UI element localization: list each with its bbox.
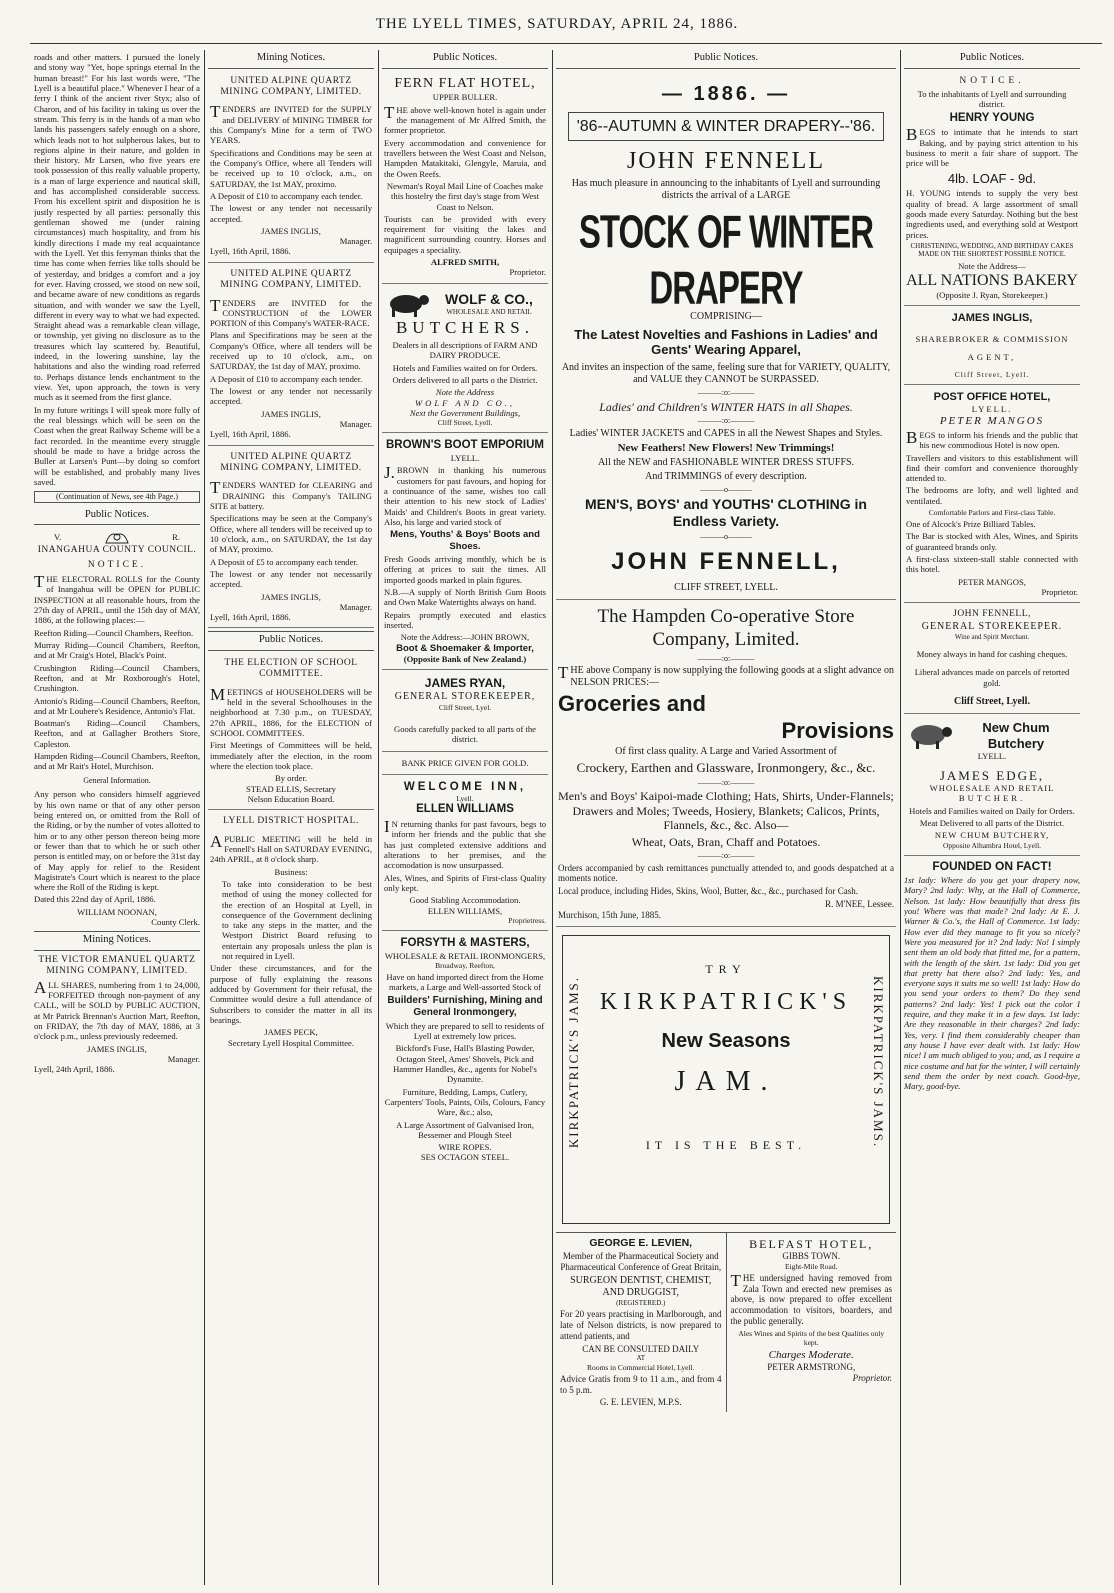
continuation-note: (Continuation of News, see 4th Page.) [34, 491, 200, 503]
ad-title: WOLF & CO., [445, 291, 533, 308]
signature: JAMES PECK, [264, 1027, 318, 1038]
ad-text: THE undersigned having removed from Zala Town and erected new premises as above, is now prepared to offer excellent accommodation to visitors, boarders, and the public generally. [730, 1270, 892, 1326]
ad-text: Under these circumstances, and for the purpose of fully explaining the reasons adduced by Government for their refusal, the Committee would desire a full attendance of Subscribers to consider the matter in all its bearings. [210, 963, 372, 1025]
ad-text: A Deposit of £10 to accompany each tender. [210, 190, 363, 201]
ad-text: Dealers in all descriptions of FARM AND DAIRY PRODUCE. [392, 340, 538, 361]
ad-title: JOHN FENNELL [627, 147, 825, 174]
ad-text: Men's and Boys' Kaipoi-made Clothing; Hats, Shirts, Under-Flannels; Drawers and Moles; Tweeds, Hosiery, Blankets; Calicos, Prints, Flannels, &c., &c. Also— [558, 789, 894, 833]
ad-text: IT IS THE BEST. [645, 1138, 807, 1153]
separator: ———o——— [700, 531, 752, 541]
ad-heading: Builders' Furnishing, Mining and General Ironmongery, [387, 994, 543, 1018]
ad-subheading: Business: [274, 866, 308, 877]
ad-text: (Opposite J. Ryan, Storekeeper.) [936, 290, 1048, 301]
vr-left: V. [54, 532, 62, 543]
sheep-icon [906, 722, 954, 750]
ad-text: Cliff Street, Lyell. [954, 370, 1030, 380]
ad-text: Meat Delivered to all parts of the District. [919, 818, 1065, 829]
column-2 [208, 50, 374, 1590]
ad-text: Orders accompanied by cash remittances punctually attended to, and goods despatched at a moments notice. [558, 862, 894, 884]
side-text: KIRKPATRICK'S JAMS. [566, 975, 581, 1148]
separator: ———:o:——— [697, 415, 755, 425]
side-text: KIRKPATRICK'S JAMS. [871, 975, 886, 1148]
ad-text: APUBLIC MEETING will be held in Fennell's Hall on SATURDAY EVENING, 24th APRIL, at 8 o'clock sharp. [210, 831, 372, 865]
fern-flat-hotel-ad [382, 73, 548, 284]
ad-text: TRY [705, 961, 747, 976]
ad-text: Boot & Shoemaker & Importer, [396, 642, 534, 654]
ad-text: Repairs promptly executed and elastics inserted. [384, 609, 546, 630]
ad-date: Lyell, 16th April, 1886. [210, 246, 291, 257]
ad-text: Travellers and visitors to this establishment will find their comfort and convenience thoroughly attended to. [906, 452, 1078, 484]
ad-heading: Mens, Youths' & Boys' Boots and Shoes. [390, 529, 540, 552]
wolf-co-ad [382, 287, 548, 434]
james-inglis-ad [904, 309, 1080, 385]
section-heading: Public Notices. [208, 631, 374, 651]
ad-text: H. YOUNG intends to supply the very best quality of bread. A large assortment of small goods made every Saturday. Nothing but the best ingredients used, and everything sold at Westport prices. [906, 188, 1078, 240]
separator: ———:o:——— [697, 653, 755, 663]
ad-text: WOLF AND CO., [415, 397, 515, 408]
ad-heading: JAMES EDGE, [939, 767, 1045, 783]
ad-text: Note the Address— [958, 260, 1026, 271]
ad-title: FERN FLAT HOTEL, [394, 75, 536, 91]
notice-text: THE ELECTORAL ROLLS for the County of Inangahua will be OPEN for PUBLIC INSPECTION at all reasonable hours, from the 27th day of APRIL, until the 15th day of MAY, 1886, at the following places:— [34, 572, 200, 626]
ad-date: Lyell, 16th April, 1886. [210, 429, 291, 440]
signature-title: Manager. [339, 236, 372, 247]
ad-text: Furniture, Bedding, Lamps, Cutlery, Carpenters' Tools, Paints, Oils, Colours, Fancy Ware, &c.; also, [384, 1086, 546, 1118]
ad-date: Lyell, 16th April, 1886. [210, 612, 291, 623]
ad-text: Tourists can be provided with every requirement for visiting the lakes and magnificent surrounding country. Horses and equipages a speciality. [384, 213, 546, 255]
ad-text: Ladies' WINTER JACKETS and CAPES in all the Newest Shapes and Styles. [569, 427, 883, 439]
subheading: General Information. [83, 775, 151, 785]
ad-text: CAN BE CONSULTED DAILY [582, 1343, 700, 1354]
founded-on-fact-ad [904, 859, 1080, 1092]
welcome-inn-ad [382, 778, 548, 931]
browns-boot-ad [382, 436, 548, 670]
signature: PETER MANGOS, [958, 576, 1026, 587]
ad-title: POST OFFICE HOTEL, [933, 391, 1051, 404]
james-ryan-ad [382, 673, 548, 752]
ad-heading: Provisions [781, 717, 894, 743]
column-3 [382, 50, 548, 1590]
ad-title: WELCOME INN, [403, 780, 527, 793]
ad-text: BEGS to intimate that he intends to start Baking, and by paying strict attention to his business to merit a fair share of support. The price will be [906, 125, 1078, 169]
ad-subtitle: WHOLESALE AND RETAIL [446, 307, 532, 316]
ad-subtitle: NOTICE. [959, 75, 1025, 86]
ad-text: IN returning thanks for past favours, begs to inform her friends and the public that she has just completed extensive additions and alterations to her premises, and the accomodation is now unsurpassed. [384, 817, 546, 871]
ad-text: Bickford's Fuse, Hall's Blasting Powder, Octagon Steel, Ames' Shovels, Pick and Hammer Handles, &c., agents for Nobel's Dynamite. [393, 1043, 537, 1085]
ad-subtitle: LYELL. [971, 404, 1013, 415]
crest-icon [104, 529, 130, 545]
ad-text: Goods carefully packed to all parts of the district. [394, 723, 536, 744]
riding-item: Reefton Riding—Council Chambers, Reefton. [34, 627, 194, 638]
ad-text: BUTCHER. [958, 793, 1026, 804]
ad-text: (Opposite Bank of New Zealand.) [403, 653, 527, 664]
ad-heading: JAM. [674, 1065, 778, 1097]
ad-text: CHRISTENING, WEDDING, AND BIRTHDAY CAKES MADE ON THE SHORTEST POSSIBLE NOTICE. [910, 241, 1074, 259]
ad-headline: STOCK OF WINTER DRAPERY [578, 205, 874, 313]
notice-date: Dated this 22nd day of April, 1886. [34, 894, 156, 905]
signature: WILLIAM NOONAN, [77, 906, 157, 917]
ad-text: 1st lady: Where do you get your drapery now, Mary? 2nd lady: Why, at the Hall of Commerce, Nelson. 1st lady: How beautifully that dress fits you! Where was that made? 2nd lady: At E. J. Warner & Co.'s, the Hall of Commerce. 1st lady: How ever did they manage to fit you so nicely? Were you measured for it? 2nd lady: No! I simply sent them an old body that fitted me, for a pattern, with the length of the skirt. 1st lady: Did you get that pretty hat there also? 2nd lady: Yes, and everyone says it suits me so well! 1st lady: How do you send your orders to them? Do they send patterns? 2nd lady: Yes! I pick out the color I require, and they make it in a few days. 1st lady: Are they reasonable in their charges? 2nd lady: Yes, very. I find them considerably cheaper than any house I have ever dealt with. 1st lady: How nice! I am much obliged to you; and, as I require a nice costume and hat for the winter, I will certainly send them the order by next coach. Good-bye, Mary, good-bye. [904, 875, 1080, 1092]
signature-title: Proprietor. [1041, 586, 1078, 597]
ad-text: Orders delivered to all parts o the District. [392, 375, 538, 386]
ad-text: Hotels and Families waited on Daily for Orders. [909, 805, 1075, 816]
ad-text: N.B.—A supply of North British Gum Boots and Own Make Watertights always on hand. [384, 586, 546, 608]
ad-text: Specifications and Conditions may be seen at the Company's Office, where all Tenders will be received up to 10 o'clock, a.m., on SATURDAY, the 1st MAY, proximo. [210, 147, 372, 189]
ad-text: All the NEW and FASHIONABLE WINTER DRESS STUFFS. [597, 456, 855, 468]
ad-text: Eight-Mile Road. [785, 1261, 838, 1271]
column-rule [378, 50, 379, 1585]
ad-text: Good Stabling Accommodation. [409, 895, 521, 906]
ad-date: Murchison, 15th June, 1885. [558, 909, 661, 920]
ad-text: New Feathers! New Flowers! New Trimmings! [617, 441, 835, 454]
signature: ELLEN WILLIAMS, [427, 905, 503, 916]
ad-text: Crockery, Earthen and Glassware, Ironmongery, &c., &c. [576, 760, 876, 776]
ad-text: SES OCTAGON STEEL. [420, 1152, 510, 1163]
ad-title: JAMES INGLIS, [951, 312, 1033, 325]
ad-subtitle: WHOLESALE & RETAIL IRONMONGERS, [384, 950, 546, 961]
royal-crest [34, 529, 200, 545]
ad-text: COMPRISING— [690, 310, 762, 322]
riding-item: Hampden Riding—Council Chambers, Reefton, and at Mr Rait's Hotel, Murchison. [34, 751, 200, 772]
ad-text: A Deposit of £5 to accompany each tender. [210, 556, 358, 567]
ad-text: Next the Government Buildings, [409, 407, 521, 418]
ad-text: Hotels and Families waited on for Orders. [392, 362, 538, 373]
signature-title: Manager. [339, 601, 372, 612]
signature-title: Proprietor. [509, 267, 546, 278]
signature-title: Manager. [167, 1053, 200, 1064]
signature: STEAD ELLIS, Secretary [246, 783, 336, 794]
ad-text: Has much pleasure in announcing to the inhabitants of Lyell and surrounding districts the arrival of a LARGE [571, 177, 881, 201]
ad-text: A first-class sixteen-stall stable connected with this hotel. [906, 554, 1078, 575]
ad-text: A Large Assortment of Galvanised Iron, Bessemer and Plough Steel [396, 1119, 534, 1140]
ad-text: TENDERS are INVITED for the CONSTRUCTION of the LOWER PORTION of this Company's WATER-RACE. [210, 295, 372, 329]
notice-title: INANGAHUA COUNTY COUNCIL. [37, 545, 197, 556]
ad-text: Local produce, including Hides, Skins, Wool, Butter, &c., &c., purchased for Cash. [558, 886, 858, 897]
ad-title: JOHN FENNELL, [953, 609, 1031, 620]
riding-item: Boatman's Riding—Council Chambers, Reefton, and at Gallagher Brothers Store, Capleston. [34, 718, 200, 749]
notice-subtitle: NOTICE. [87, 559, 147, 570]
ad-heading: Groceries and [558, 691, 706, 717]
ad-subtitle: UPPER BULLER. [432, 92, 498, 103]
ad-subtitle: Lyell. [456, 794, 474, 804]
column-5 [904, 50, 1080, 1590]
ad-subtitle: GENERAL STOREKEEPER, [394, 690, 536, 702]
ad-text: Plans and Specifications may be seen at the Company's Office, where all tenders will be received up to 10 o'clock, a.m., on SATURDAY, the 1st day of MAY, proximo. [210, 330, 372, 372]
ad-subtitle: LYELL. [450, 453, 480, 464]
ad-heading: ALL NATIONS BAKERY [906, 271, 1078, 289]
signature: JAMES INGLIS, [261, 591, 321, 602]
ad-text: AGENT, [967, 351, 1017, 362]
riding-item: Crushington Riding—Council Chambers, Reefton, and at Mr Roxborough's Hotel, Crushington. [34, 662, 200, 694]
ad-text: First Meetings of Committees will be held, immediately after the election, in the room where the election took place. [210, 740, 372, 771]
ad-text: NEW CHUM BUTCHERY, [934, 830, 1050, 841]
ad-subtitle: GENERAL STOREKEEPER. [921, 620, 1063, 632]
ad-text: THE above well-known hotel is again under the management of Mr Alfred Smith, the former proprietor. [384, 102, 546, 136]
ad-text: Money always in hand for cashing cheques. [916, 649, 1068, 660]
column-1 [34, 50, 200, 1590]
company-name: UNITED ALPINE QUARTZ MINING COMPANY, LIMITED. [220, 451, 362, 473]
hampden-store-ad [556, 603, 896, 926]
ad-title: LYELL DISTRICT HOSPITAL. [223, 816, 359, 827]
section-heading: Public Notices. [34, 507, 200, 526]
ad-subtitle: SHAREBROKER & COMMISSION [915, 333, 1069, 344]
signature: JAMES INGLIS, [87, 1043, 147, 1054]
bull-icon [384, 290, 432, 318]
ad-text: Wine and Spirit Merchant. [954, 632, 1030, 641]
masthead: THE LYELL TIMES, SATURDAY, APRIL 24, 1886. [375, 16, 739, 32]
ad-text: Ales Wines and Spirits of the best Qualities only kept. [738, 1328, 885, 1347]
notice-text: Any person who considers himself aggrieved by his own name or that of any other person being entered on, or omitted from the Roll of the Riding, or by the number of votes allotted to him or to any other person thereon being more or fewer than that to which he or such other person is entitled may, on or before the 31st day of May apply for relief to the Resident Magistrate's Court which is nearest to the place where the Roll of the Riding is kept. [34, 789, 200, 893]
signature-title: County Clerk. [151, 917, 200, 928]
bottom-ads [556, 1232, 896, 1413]
ad-title: FOUNDED ON FACT! [932, 858, 1052, 873]
ad-text: AT [636, 1354, 646, 1363]
ad-text: Cliff Street, Lyell. [437, 418, 493, 428]
ad-text: Newman's Royal Mail Line of Coaches make this hostelry the first day's stage from West Coast to Nelson. [386, 180, 544, 212]
ad-text: THE above Company is now supplying the following goods at a slight advance on NELSON PRICES:— [558, 663, 894, 689]
ad-title: KIRKPATRICK'S [599, 988, 853, 1015]
signature: JAMES INGLIS, [261, 225, 321, 236]
hospital-ad [208, 813, 374, 1053]
ad-title: BROWN'S BOOT EMPORIUM [386, 439, 544, 452]
article-text: In my future writings I will speak more fully of the real blessings which will be seen on the Coast when the great Railway Scheme will be a fact recorded. In the meantime every struggle should be made to have a bridge across the Buller at Larsen's Punt—by doing so comfort will be established, and probably many lives saved. [34, 404, 200, 487]
vr-right: R. [172, 532, 180, 543]
separator: ———:o:——— [697, 777, 755, 787]
section-heading: Mining Notices. [208, 50, 374, 69]
ad-title: BELFAST HOTEL, [749, 1236, 874, 1251]
ad-text: And invites an inspection of the same, feeling sure that for VARIETY, QUALITY, and VALUE they CANNOT be SURPASSED. [561, 361, 891, 385]
ad-title: The Hampden Co-operative Store Company, Limited. [597, 606, 855, 651]
column-rule [900, 50, 901, 1585]
signature-title: Proprietor. [852, 1372, 892, 1383]
company-name: UNITED ALPINE QUARTZ MINING COMPANY, LIMITED. [220, 268, 362, 291]
forsyth-masters-ad [382, 934, 548, 1168]
ad-year: — 1886. — [661, 82, 791, 105]
separator: ———:o:——— [697, 387, 755, 397]
signature: ALFRED SMITH, [430, 257, 500, 268]
ad-text: Opposite Alhambra Hotel, Lyell. [942, 840, 1042, 850]
fennell-store-ad [904, 606, 1080, 714]
ad-text: CLIFF STREET, LYELL. [674, 582, 778, 594]
tender-ad [208, 449, 374, 629]
ad-text: To the inhabitants of Lyell and surrounding district. [917, 88, 1067, 110]
riding-item: Murray Riding—Council Chambers, Reefton, and at Mr Craig's Hotel, Black's Point. [34, 639, 200, 661]
company-name: THE VICTOR EMANUEL QUARTZ MINING COMPANY, LIMITED. [38, 954, 196, 977]
ad-text: Note the Address:—JOHN BROWN, [400, 632, 530, 643]
ad-text: Wheat, Oats, Bran, Chaff and Potatoes. [631, 834, 821, 849]
ad-text: The bedrooms are lofty, and well lighted and ventilated. [906, 485, 1078, 506]
ad-text: The lowest or any tender not necessarily accepted. [210, 203, 372, 224]
ad-title: JOHN FENNELL, [611, 547, 841, 575]
ad-title: THE ELECTION OF SCHOOL COMMITTEE. [224, 658, 358, 680]
ad-text: Broadway, Reefton, [435, 961, 495, 971]
fennell-drapery-ad [556, 73, 896, 601]
ad-text: By order. [275, 773, 307, 784]
ad-text: Fresh Goods arriving monthly, which be is offering at prices to suit the times. All imported goods marked in plain figures. [384, 554, 546, 585]
ad-heading: 4lb. LOAF - 9d. [947, 170, 1037, 186]
ad-heading: New Seasons [661, 1029, 791, 1052]
school-election-ad [208, 655, 374, 810]
ad-text: The lowest or any tender not necessarily accepted. [210, 568, 372, 590]
belfast-hotel-ad [727, 1233, 897, 1413]
tender-ad [208, 73, 374, 263]
ad-text: Have on hand imported direct from the Home markets, a Large and Well-assorted Stock of [386, 972, 544, 993]
signature: R. M'NEE, Lessee. [825, 899, 894, 909]
notice-text: ALL SHARES, numbering from 1 to 24,000, FORFEITED through non-payment of any CALL, will be SOLD by PUBLIC AUCTION, at Mr Patrick Brennan's Auction Mart, Reefton, on FRIDAY, the 7th day of MAY, 1886, at 3 o'clock p.m., unless previously redeemed. [34, 977, 200, 1042]
ad-text: BEGS to inform his friends and the public that his new commodious Hotel is now open. [906, 427, 1078, 451]
ad-heading: PETER MANGOS [939, 414, 1045, 427]
ad-title: FORSYTH & MASTERS, [400, 936, 530, 949]
kirkpatrick-jam-ad [562, 935, 890, 1224]
ad-text: Specifications may be seen at the Company's Office, where all tenders will be received up to 10 o'clock, a.m., on SATURDAY, the 1st day of MAY, proximo. [210, 513, 372, 555]
ad-heading: ELLEN WILLIAMS [416, 803, 514, 816]
ad-title: GEORGE E. LEVIEN, [589, 1236, 693, 1249]
signature-title: Secretary Lyell Hospital Committee. [227, 1037, 354, 1048]
section-heading: Public Notices. [382, 50, 548, 69]
ad-text: A Deposit of £10 to accompany each tender. [210, 373, 363, 384]
ad-text: Which they are prepared to sell to residents of Lyell at extremely low prices. [385, 1020, 545, 1042]
ad-text: For 20 years practising in Marlborough, and late of Nelson districts, is now prepared to attend patients, and [560, 1309, 722, 1341]
section-heading: Mining Notices. [34, 931, 200, 951]
section-heading: Public Notices. [556, 50, 896, 69]
ad-text: Liberal advances made on parcels of retorted gold. [914, 667, 1070, 688]
article-text: roads and other matters. I pursued the lonely and stony way "Yet, hope springs eternal In the human breast!" For his last words were, "The Lyell is a beautiful place." Whenever I hear of a ferry I think of the ancient river Styx; also of Charon, and of his facility in taking us over the stream. This ferry is in the hands of a man who lands his passengers safely enough on a shore, which leads not to hot sulpherous lakes, but to regions alpine in their nature, and golden in their history. Mr Larsen, who five years ere took possession of this really valuable property, is a man of large experience and nautical skill, and has accomplished considerable success. From his excellent spirit and disposition he is justly respected by all parties: personally this gentleman showed me (under raining circumstances) much hospitality, and from his kindly directions I made my real acquaintance with the Lyell. Yet this ferryman thinks that the time has come when ferries like tolls should be of yesterday, and bridges a comfort and a joy for ever. Having crossed, we stood on new soil, and became aware of new conditions as regards situation, and with wonder we saw the Lyell, different in every way to what we had expected. Straight ahead was a remarkable clean village, or township, yet giving no disclosure as to the treasures which lay scattered by. Beautiful, indeed, in the lowering sunshine, lay the habitations and also the winding road referred to. Perhaps distance lends enchantment to the view. Yet, upon approach, the town is very much as it seemed from the first glance. [34, 52, 200, 403]
tender-ad [208, 266, 374, 446]
ad-text: Comfortable Parlors and First-class Table. [928, 508, 1056, 518]
ad-text: Every accommodation and convenience for travellers between the West Coast and Nelson, Hampden Matakitaki, Glengyle, Maruia, and the Owen Reefs. [384, 137, 546, 179]
ad-text: TENDERS WANTED for CLEARING and DRAINING this Company's TAILING SITE at battery. [210, 478, 372, 511]
post-office-hotel-ad [904, 388, 1080, 603]
ad-text: The lowest or any tender not necessarily accepted. [210, 386, 372, 407]
company-name: UNITED ALPINE QUARTZ MINING COMPANY, LIMITED. [220, 75, 362, 97]
signature: JAMES INGLIS, [261, 408, 321, 419]
signature: PETER ARMSTRONG, [767, 1361, 856, 1372]
ad-text: Cliff Street, Lyel. [438, 702, 492, 712]
new-chum-butchery-ad [904, 717, 1080, 856]
signature-title: Proprietress. [508, 915, 546, 925]
ad-title: New Chum Butchery [982, 720, 1050, 751]
ad-text: TENDERS are INVITED for the SUPPLY and DELIVERY of MINING TIMBER for this Company's Mine for a term of TWO YEARS. [210, 102, 372, 146]
henry-young-ad [904, 73, 1080, 307]
ad-text: WHOLESALE AND RETAIL [929, 783, 1055, 794]
ad-text: (REGISTERED.) [616, 1298, 666, 1307]
ad-title: JAMES RYAN, [424, 676, 506, 691]
riding-item: Antonio's Riding—Council Chambers, Reefton, and at Mr Loubere's Residence, Antonio's Flat. [34, 695, 200, 716]
column-4 [556, 50, 896, 1590]
ad-text: Advice Gratis from 9 to 11 a.m., and from 4 to 5 p.m. [560, 1373, 722, 1395]
ad-text: WIRE ROPES. [438, 1142, 492, 1153]
section-heading: Public Notices. [904, 50, 1080, 69]
ad-text: Charges Moderate. [768, 1348, 854, 1361]
ad-text: Ales, Wines, and Spirits of First-class Quality only kept. [384, 872, 546, 894]
ad-heading: MEN'S, BOYS' and YOUTHS' CLOTHING in Endless Variety. [585, 496, 867, 530]
top-rule [30, 43, 1102, 44]
signature-title: Nelson Education Board. [247, 793, 335, 804]
levien-ad [556, 1233, 727, 1413]
ad-text: Of first class quality. A Large and Varied Assortment of [615, 746, 837, 758]
ad-subtitle: GIBBS TOWN. [782, 1250, 841, 1261]
ad-text: Member of the Pharmaceutical Society and Pharmaceutical Conference of Great Britain, [560, 1251, 722, 1272]
ad-text: MEETINGS of HOUSEHOLDERS will be held in the several Schoolhouses in the neighborhood at 7.30 p.m., on TUESDAY, 27th APRIL, 1886, for the ELECTION of SCHOOL COMMITTEES. [210, 684, 372, 739]
ad-text: The Bar is stocked with Ales, Wines, and Spirits of guaranteed brands only. [906, 531, 1078, 552]
ad-heading: The Latest Novelties and Fashions in Ladies' and Gents' Wearing Apparel, [574, 326, 878, 358]
separator: ———:o:——— [697, 851, 755, 861]
ad-banner: '86--AUTUMN & WINTER DRAPERY--'86. [568, 112, 884, 141]
column-rule [552, 50, 553, 1585]
ad-heading: BUTCHERS. [395, 317, 535, 337]
ad-text: One of Alcock's Prize Billiard Tables. [906, 519, 1036, 530]
ad-text: And TRIMMINGS of every description. [645, 470, 807, 482]
signature: G. E. LEVIEN, M.P.S. [599, 1397, 682, 1408]
ad-title: HENRY YOUNG [949, 111, 1035, 124]
bank-price-ad: BANK PRICE GIVEN FOR GOLD. [382, 755, 548, 774]
notice-date: Lyell, 24th April, 1886. [34, 1064, 115, 1075]
ad-subtitle: LYELL. [977, 751, 1007, 762]
ad-text: Note the Address [435, 387, 495, 398]
ad-text: Rooms in Commercial Hotel, Lyell. [587, 1362, 695, 1372]
column-rule [204, 50, 205, 1585]
signature-title: Manager. [339, 418, 372, 429]
ad-text: To take into consideration to be best method of using the money collected for the erection of an Hospital at Lyell, in consequence of the Government declining to take any steps in the matter, and the Westport District Board refusing to entertain any proposals unless the plan is not required in Lyell. [222, 878, 372, 962]
ad-heading: SURGEON DENTIST, CHEMIST, AND DRUGGIST, [570, 1274, 712, 1298]
ad-text: J.BROWN in thanking his numerous customers for past favours, and hoping for a continuance of the same, wishes too call their attention to his new stock of Ladies' Maids' and Children's Boots in great variety. Also, his large and varied stock of [384, 463, 546, 527]
separator: ———o——— [700, 484, 752, 494]
ad-heading: Ladies' and Children's WINTER HATS in all Shapes. [599, 399, 853, 414]
ad-text: Cliff Street, Lyell. [954, 696, 1030, 707]
